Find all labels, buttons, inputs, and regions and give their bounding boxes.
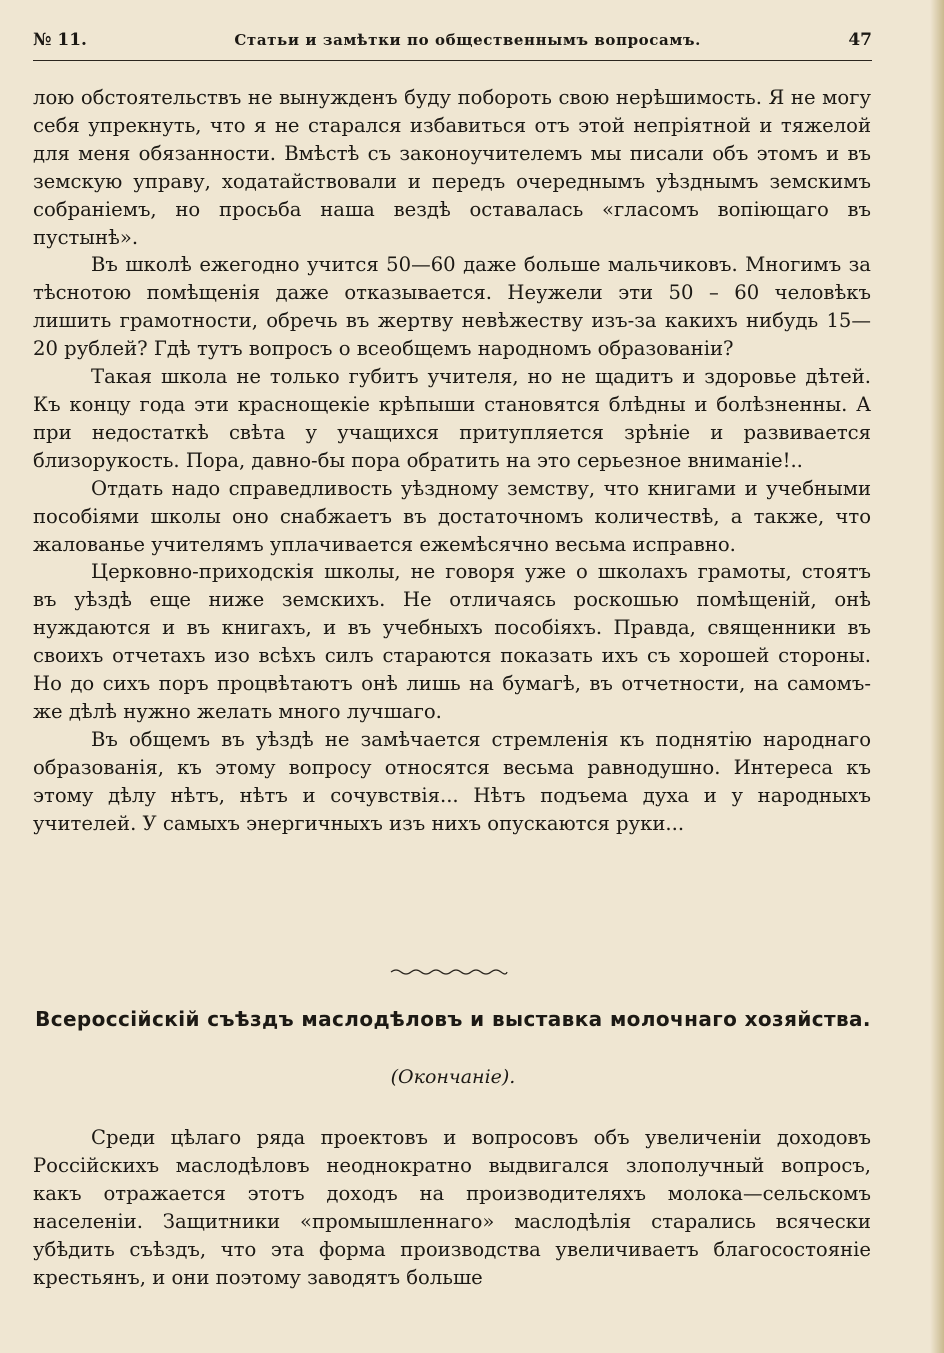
paragraph: Въ школѣ ежегодно учится 50—60 даже больше мальчиковъ. Многимъ за тѣснотою помѣщенія даже отказывается. Неужели эти 50 – 60 человѣкъ лишить грамотности, обречь въ жертву невѣжеству изъ-за какихъ нибудь 15—20 рублей? Гдѣ тутъ вопросъ о всеобщемъ народномъ образованіи? [33, 253, 871, 361]
header-rule [33, 60, 872, 61]
paragraph: Среди цѣлаго ряда проектовъ и вопросовъ объ увеличеніи доходовъ Россійскихъ маслодѣловъ неоднократно выдвигался злополучный вопросъ, какъ отражается этотъ доходъ на производителяхъ молока—сельскомъ населеніи. Защитники «промышленнаго» маслодѣлія старались всячески убѣдить съѣздъ, что эта форма производства увеличиваетъ благосостояніе крестьянъ, и они поэтому заводятъ больше [33, 1126, 871, 1289]
paragraph: Церковно-приходскія школы, не говоря уже о школахъ грамоты, стоятъ въ уѣздѣ еще ниже земскихъ. Не отличаясь роскошью помѣщеній, онѣ нуждаются и въ книгахъ, и въ учебныхъ пособіяхъ. Правда, священники въ своихъ отчетахъ изо всѣхъ силъ стараются показать ихъ съ хорошей стороны. Но до сихъ поръ процвѣтаютъ онѣ лишь на бумагѣ, въ отчетности, на самомъ-же дѣлѣ нужно желать много лучшаго. [33, 560, 871, 723]
section-divider-ornament [389, 967, 509, 977]
issue-number: № 11. [33, 30, 87, 50]
paragraph: лою обстоятельствъ не вынужденъ буду побороть свою нерѣшимость. Я не могу себя упрекнуть, что я не старался избавиться отъ этой непріятной и тяжелой для меня обязанности. Вмѣстѣ съ законоучителемъ мы писали объ этомъ и въ земскую управу, ходатайствовали и передъ очереднымъ уѣзднымъ земскимъ собраніемъ, но просьба наша вездѣ оставалась «гласомъ вопіющаго въ пустынѣ». [33, 86, 871, 249]
running-title: Статьи и замѣтки по общественнымъ вопросамъ. [234, 31, 701, 49]
article-body-previous [33, 84, 871, 837]
page-edge [930, 0, 944, 1353]
article-subtitle: (Окончаніе). [390, 1066, 516, 1088]
paragraph: Такая школа не только губитъ учителя, но не щадитъ и здоровье дѣтей. Къ концу года эти краснощекіе крѣпыши становятся блѣдны и болѣзненны. А при недостаткѣ свѣта у учащихся притупляется зрѣніе и развивается близорукость. Пора, давно-бы пора обратить на это серьезное вниманіе!.. [33, 365, 871, 472]
article-body [33, 1124, 871, 1291]
running-header [33, 30, 872, 56]
paragraph: Отдать надо справедливость уѣздному земству, что книгами и учебными пособіями школы оно снабжаетъ въ достаточномъ количествѣ, а также, что жалованье учителямъ уплачивается ежемѣсячно весьма исправно. [33, 476, 871, 556]
article-title: Всероссійскій съѣздъ маслодѣловъ и выставка молочнаго хозяйства. [35, 1007, 871, 1031]
page-number: 47 [848, 30, 872, 50]
paragraph: Въ общемъ въ уѣздѣ не замѣчается стремленія къ поднятію народнаго образованія, къ этому вопросу относятся весьма равнодушно. Интереса къ этому дѣлу нѣтъ, нѣтъ и сочувствія... Нѣтъ подъема духа и у народныхъ учителей. У самыхъ энергичныхъ изъ нихъ опускаются руки... [33, 727, 871, 835]
